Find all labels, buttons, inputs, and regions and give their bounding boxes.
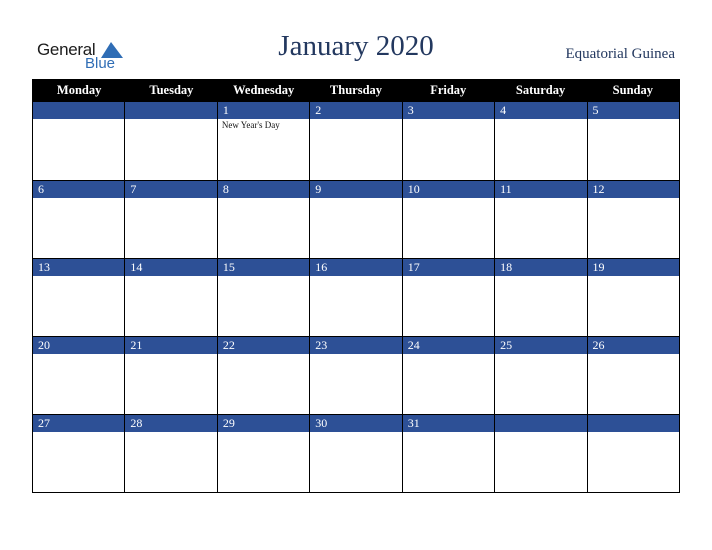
day-cell[interactable] bbox=[587, 337, 679, 414]
weekday-header: Saturday bbox=[515, 83, 566, 97]
day-cell[interactable] bbox=[402, 259, 494, 336]
day-number: 4 bbox=[495, 102, 586, 119]
weekday-header: Wednesday bbox=[233, 83, 295, 97]
day-cell[interactable] bbox=[402, 102, 494, 180]
day-number bbox=[33, 102, 124, 119]
day-cell[interactable] bbox=[587, 259, 679, 336]
day-number: 29 bbox=[218, 415, 309, 432]
day-number: 9 bbox=[310, 181, 401, 198]
day-cell[interactable] bbox=[587, 181, 679, 258]
day-cell[interactable] bbox=[33, 259, 124, 336]
day-cell[interactable] bbox=[33, 181, 124, 258]
day-number: 11 bbox=[495, 181, 586, 198]
logo-text-blue: Blue bbox=[85, 55, 116, 72]
day-cell[interactable] bbox=[309, 415, 401, 492]
week-row bbox=[33, 414, 679, 492]
day-number: 26 bbox=[588, 337, 679, 354]
day-cell[interactable] bbox=[217, 337, 309, 414]
day-cell[interactable] bbox=[217, 415, 309, 492]
day-cell[interactable] bbox=[217, 259, 309, 336]
day-number: 28 bbox=[125, 415, 216, 432]
day-number: 19 bbox=[588, 259, 679, 276]
day-number: 30 bbox=[310, 415, 401, 432]
week-row bbox=[33, 102, 679, 180]
day-number: 15 bbox=[218, 259, 309, 276]
day-number: 5 bbox=[588, 102, 679, 119]
day-number: 17 bbox=[403, 259, 494, 276]
day-number: 14 bbox=[125, 259, 216, 276]
day-cell[interactable] bbox=[33, 415, 124, 492]
day-number: 7 bbox=[125, 181, 216, 198]
day-number: 13 bbox=[33, 259, 124, 276]
day-number: 12 bbox=[588, 181, 679, 198]
day-number: 31 bbox=[403, 415, 494, 432]
day-cell[interactable] bbox=[309, 259, 401, 336]
day-number: 3 bbox=[403, 102, 494, 119]
day-number: 23 bbox=[310, 337, 401, 354]
day-cell[interactable] bbox=[217, 181, 309, 258]
day-number: 6 bbox=[33, 181, 124, 198]
day-cell[interactable] bbox=[494, 337, 586, 414]
day-number bbox=[125, 102, 216, 119]
day-number: 16 bbox=[310, 259, 401, 276]
week-row bbox=[33, 180, 679, 258]
day-number: 24 bbox=[403, 337, 494, 354]
day-cell[interactable] bbox=[494, 102, 586, 180]
day-cell[interactable] bbox=[33, 337, 124, 414]
day-cell[interactable] bbox=[402, 337, 494, 414]
weekday-header: Sunday bbox=[612, 83, 653, 97]
day-number bbox=[588, 415, 679, 432]
day-cell[interactable] bbox=[33, 102, 124, 180]
holiday-label: New Year's Day bbox=[221, 120, 280, 130]
logo-text-general: General bbox=[37, 40, 96, 59]
day-cell[interactable] bbox=[124, 415, 216, 492]
day-cell[interactable] bbox=[587, 415, 679, 492]
day-cell[interactable] bbox=[124, 181, 216, 258]
day-cell[interactable] bbox=[309, 181, 401, 258]
weeks-container bbox=[33, 102, 679, 492]
day-number: 27 bbox=[33, 415, 124, 432]
week-row bbox=[33, 336, 679, 414]
day-cell[interactable] bbox=[124, 259, 216, 336]
day-number: 22 bbox=[218, 337, 309, 354]
weekday-header: Friday bbox=[430, 83, 467, 97]
weekday-header: Monday bbox=[56, 83, 102, 97]
day-cell[interactable] bbox=[124, 337, 216, 414]
day-number: 1 bbox=[218, 102, 309, 119]
calendar-grid bbox=[32, 79, 680, 493]
weekday-header: Tuesday bbox=[149, 83, 194, 97]
day-number: 20 bbox=[33, 337, 124, 354]
day-cell[interactable] bbox=[494, 259, 586, 336]
day-cell[interactable] bbox=[309, 102, 401, 180]
day-number bbox=[495, 415, 586, 432]
day-number: 8 bbox=[218, 181, 309, 198]
day-number: 10 bbox=[403, 181, 494, 198]
day-cell[interactable] bbox=[402, 181, 494, 258]
country-label: Equatorial Guinea bbox=[565, 46, 675, 62]
week-row bbox=[33, 258, 679, 336]
day-cell[interactable] bbox=[402, 415, 494, 492]
day-number: 18 bbox=[495, 259, 586, 276]
day-cell[interactable] bbox=[494, 181, 586, 258]
day-number: 25 bbox=[495, 337, 586, 354]
weekday-header: Thursday bbox=[329, 83, 383, 97]
weekday-header-row bbox=[33, 79, 679, 102]
day-number: 2 bbox=[310, 102, 401, 119]
day-cell[interactable] bbox=[494, 415, 586, 492]
day-cell[interactable] bbox=[587, 102, 679, 180]
day-number: 21 bbox=[125, 337, 216, 354]
day-cell[interactable] bbox=[124, 102, 216, 180]
day-cell[interactable] bbox=[309, 337, 401, 414]
page-title: January 2020 bbox=[278, 30, 434, 62]
day-cell[interactable] bbox=[217, 102, 309, 180]
